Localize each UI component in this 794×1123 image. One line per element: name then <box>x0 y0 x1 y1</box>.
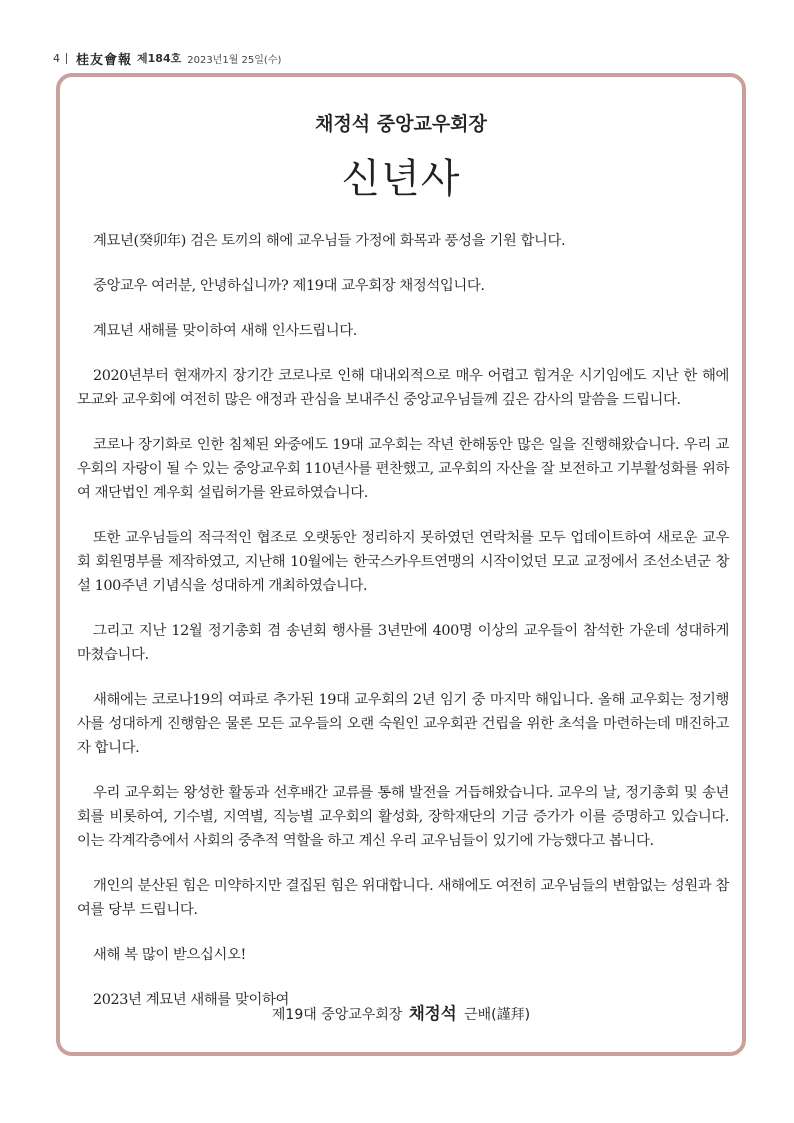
header-divider <box>66 53 67 64</box>
signature-line <box>60 1000 742 1024</box>
paragraph: 그리고 지난 12월 정기총회 겸 송년회 행사를 3년만에 400명 이상의 교우들이 참석한 가운데 성대하게 마쳤습니다. <box>77 623 729 663</box>
paragraph: 중앙교우 여러분, 안녕하십니까? 제19대 교우회장 채정석입니다. <box>93 278 485 294</box>
paragraph: 새해 복 많이 받으십시오! <box>93 947 246 963</box>
article-title: 신년사 <box>341 156 461 202</box>
paragraph: 또한 교우님들의 적극적인 협조로 오랫동안 정리하지 못하였던 연락처를 모두 업데이트하여 새로운 교우회 회원명부를 제작하였고, 지난해 10월에는 한국스카우트연맹의 시작이었던 모교 교정에서 조선소년군 창설 100주년 기념식을 성대하게 개최하였습니다. <box>77 530 729 594</box>
paragraph: 계묘년 새해를 맞이하여 새해 인사드립니다. <box>93 323 357 339</box>
paragraph: 계묘년(癸卯年) 검은 토끼의 해에 교우님들 가정에 화목과 풍성을 기원 합니다. <box>93 233 566 249</box>
page-header <box>53 50 281 66</box>
article-author-title: 채정석 중앙교우회장 <box>315 113 487 135</box>
signature-closing: 근배(謹拜) <box>464 1007 531 1023</box>
paragraph: 2020년부터 현재까지 장기간 코로나로 인해 대내외적으로 매우 어렵고 힘겨운 시기임에도 지난 한 해에 모교와 교우회에 여전히 많은 애정과 관심을 보내주신 중앙교우님들께 깊은 감사의 말씀을 드립니다. <box>77 368 729 408</box>
signature-position: 제19대 중앙교우회장 <box>271 1007 403 1023</box>
issue-number: 제184호 <box>137 52 182 65</box>
newsletter-masthead: 桂友會報 <box>76 52 133 68</box>
paragraph: 코로나 장기화로 인한 침체된 와중에도 19대 교우회는 작년 한해동안 많은 일을 진행해왔습니다. 우리 교우회의 자랑이 될 수 있는 중앙교우회 110년사를 편찬했고, 교우회의 자산을 잘 보전하고 기부활성화를 위하여 재단법인 계우회 설립허가를 완료하였습니다. <box>77 437 729 501</box>
paragraph: 2023년 계묘년 새해를 맞이하여 <box>93 992 290 1008</box>
paragraph: 개인의 분산된 힘은 미약하지만 결집된 힘은 위대합니다. 새해에도 여전히 교우님들의 변함없는 성원과 참여를 당부 드립니다. <box>77 878 729 918</box>
article-frame <box>56 73 746 1056</box>
paragraph: 새해에는 코로나19의 여파로 추가된 19대 교우회의 2년 임기 중 마지막 해입니다. 올해 교우회는 정기행사를 성대하게 진행함은 물론 모든 교우들의 오랜 숙원인 교우회관 건립을 위한 초석을 마련하는데 매진하고자 합니다. <box>77 692 729 756</box>
article-body <box>77 229 729 1033</box>
page-number: 4 <box>53 51 60 65</box>
signature-name: 채정석 <box>408 1004 457 1023</box>
issue-date: 2023년1월 25일(수) <box>187 54 282 66</box>
paragraph: 우리 교우회는 왕성한 활동과 선후배간 교류를 통해 발전을 거듭해왔습니다. 교우의 날, 정기총회 및 송년회를 비롯하여, 기수별, 지역별, 직능별 교우회의 활성화, 장학재단의 기금 증가가 이를 증명하고 있습니다. 이는 각계각층에서 사회의 중추적 역할을 하고 계신 우리 교우님들이 있기에 가능했다고 봅니다. <box>77 785 729 849</box>
